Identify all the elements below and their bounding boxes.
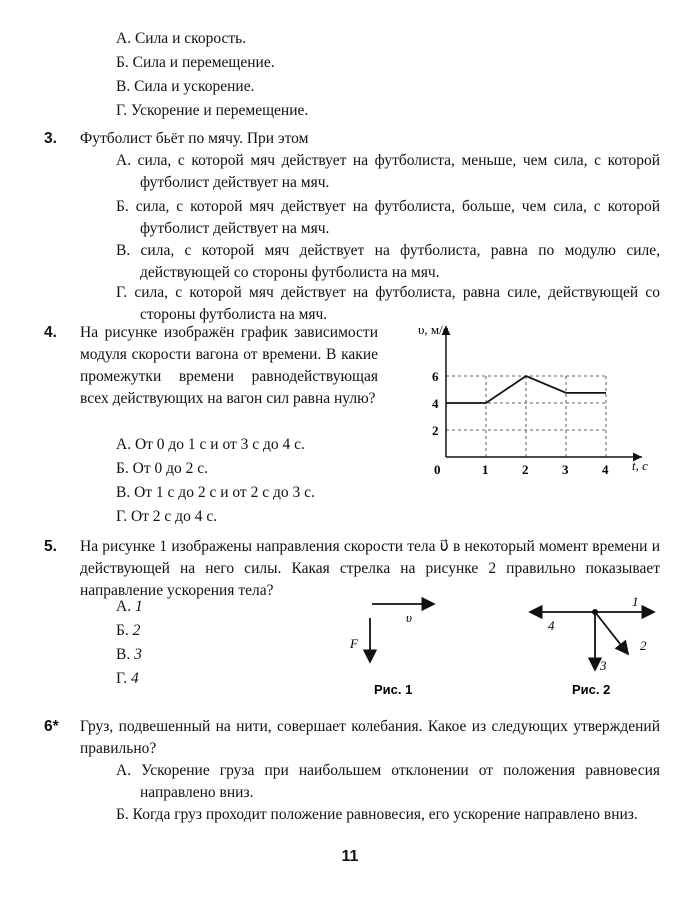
arrow-3-label: 3 [600,658,607,673]
q3-option-c: В. сила, с которой мяч действует на футболиста, равна по модулю силе, действующей со стороны футболиста на мяч. [116,242,660,281]
y-tick-label: 4 [432,396,439,411]
q3-option-a: А. сила, с которой мяч действует на футболиста, меньше, чем сила, с которой футболист действует на мяч. [116,152,660,191]
q5-option-d: Г. 4 [116,670,139,687]
q3-number: 3. [44,130,57,147]
x-tick-label: 2 [522,462,529,477]
arrow-1-label: 1 [632,594,639,609]
velocity-time-graph [380,318,670,483]
q2-option-a: А. Сила и скорость. [116,30,247,47]
q6-option-a: А. Ускорение груза при наибольшем отклонении от положения равновесия направлено вниз. [116,762,660,801]
arrow-2-label: 2 [640,638,647,653]
x-tick-label: 4 [602,462,609,477]
q4-option-c: В. От 1 с до 2 с и от 2 с до 3 с. [116,484,315,501]
q2-option-b: Б. Сила и перемещение. [116,54,275,71]
y-tick-label: 6 [432,369,439,384]
arrow-4-label: 4 [548,618,555,633]
q3-option-b: Б. сила, с которой мяч действует на футболиста, больше, чем сила, с которой футболист действует на мяч. [116,198,660,237]
q4-stem: На рисунке изображён график зависимости модуля скорости вагона от времени. В какие промежутки времени равнодействующая всех действующих на вагон сил равна нулю? [80,324,378,407]
q3-stem: Футболист бьёт по мячу. При этом [80,130,309,147]
q5-stem: На рисунке 1 изображены направления скорости тела υ⃗ в некоторый момент времени и действующей на него силы. Какая стрелка на рисунке 2 правильно показывает направление ускорения тела? [80,538,660,599]
figure-1 [330,592,460,704]
q5-option-c: В. 3 [116,646,142,663]
q6-option-b: Б. Когда груз проходит положение равновесия, его ускорение направлено вниз. [116,806,638,823]
q2-option-d: Г. Ускорение и перемещение. [116,102,309,119]
arrow-2 [595,612,628,654]
q5-number: 5. [44,538,57,555]
axis-ticks [432,369,609,477]
q4-option-b: Б. От 0 до 2 с. [116,460,209,477]
x-tick-label: 3 [562,462,569,477]
figure-2-caption: Рис. 2 [572,682,611,697]
y-tick-label: 2 [432,423,439,438]
x-axis-label: t, с [632,458,648,473]
x-tick-label: 1 [482,462,489,477]
q4-option-d: Г. От 2 с до 4 с. [116,508,218,525]
x-tick-label: 0 [434,462,441,477]
q6-stem: Груз, подвешенный на нити, совершает колебания. Какое из следующих утверждений правильно? [80,718,660,757]
figure-1-caption: Рис. 1 [374,682,413,697]
figure-2 [520,592,670,704]
q2-option-c: В. Сила и ускорение. [116,78,255,95]
q4-option-a: А. От 0 до 1 с и от 3 с до 4 с. [116,436,305,453]
y-axis-label: υ, м/с [418,322,449,337]
graph-grid [446,376,606,457]
q6-number: 6* [44,718,59,735]
q4-number: 4. [44,324,57,341]
force-label: F⃗ [350,636,369,651]
q3-option-d: Г. сила, с которой мяч действует на футболиста, равна силе, действующей со стороны футболиста на мяч. [116,284,660,323]
q5-option-b: Б. 2 [116,622,141,639]
velocity-label: υ⃗ [406,610,423,625]
page-number: 11 [341,848,359,865]
q5-option-a: А. 1 [116,598,143,615]
